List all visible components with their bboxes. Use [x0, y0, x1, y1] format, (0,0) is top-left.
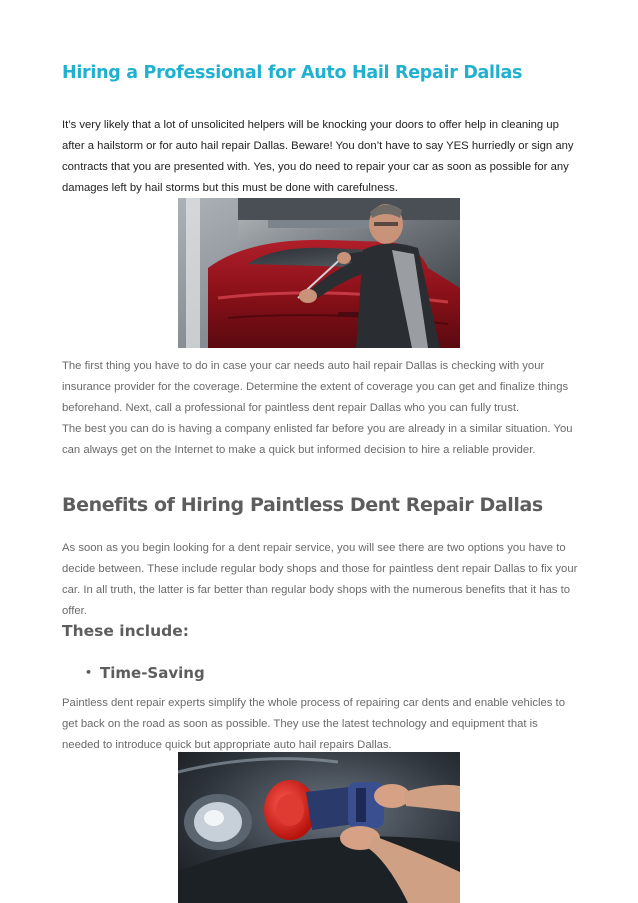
- first-thing-paragraph: The first thing you have to do in case your car needs auto hail repair Dallas is checking with your insurance provider for the coverage. Determine the extent of coverage you can get and finalize things beforehand. Next, call a professional for paintless dent repair Dallas who you can fully trust.: [62, 360, 569, 414]
- these-include-heading: These include:: [62, 622, 189, 640]
- page-title: Hiring a Professional for Auto Hail Repair Dallas: [62, 63, 523, 83]
- list-item-time-saving: [85, 664, 205, 682]
- best-option-paragraph: The best you can do is having a company enlisted far before you are already in a similar situation. You can always get on the Internet to make a quick but informed decision to hire a reliable provider.: [62, 423, 573, 456]
- benefits-heading: Benefits of Hiring Paintless Dent Repair Dallas: [62, 494, 543, 516]
- list-item-label: Time-Saving: [100, 664, 205, 682]
- dent-repair-technician-photo: [178, 198, 460, 348]
- bullet-icon: •: [85, 666, 93, 679]
- car-polishing-photo: [178, 752, 460, 903]
- benefits-paragraph: As soon as you begin looking for a dent repair service, you will see there are two options you have to decide between. These include regular body shops and those for paintless dent repair Dallas to fix your car. In all truth, the latter is far better than regular body shops with the numerous benefits that it has to offer.: [62, 542, 578, 617]
- time-saving-paragraph: Paintless dent repair experts simplify the whole process of repairing car dents and enable vehicles to get back on the road as soon as possible. They use the latest technology and equipment that is needed to introduce quick but appropriate auto hail repairs Dallas.: [62, 697, 565, 751]
- intro-paragraph: It’s very likely that a lot of unsolicited helpers will be knocking your doors to offer help in cleaning up after a hailstorm or for auto hail repair Dallas. Beware! You don’t have to say YES hurriedly or sign any contracts that you are presented with. Yes, you do need to repair your car as soon as possible for any damages left by hail storms but this must be done with carefulness.: [62, 119, 574, 194]
